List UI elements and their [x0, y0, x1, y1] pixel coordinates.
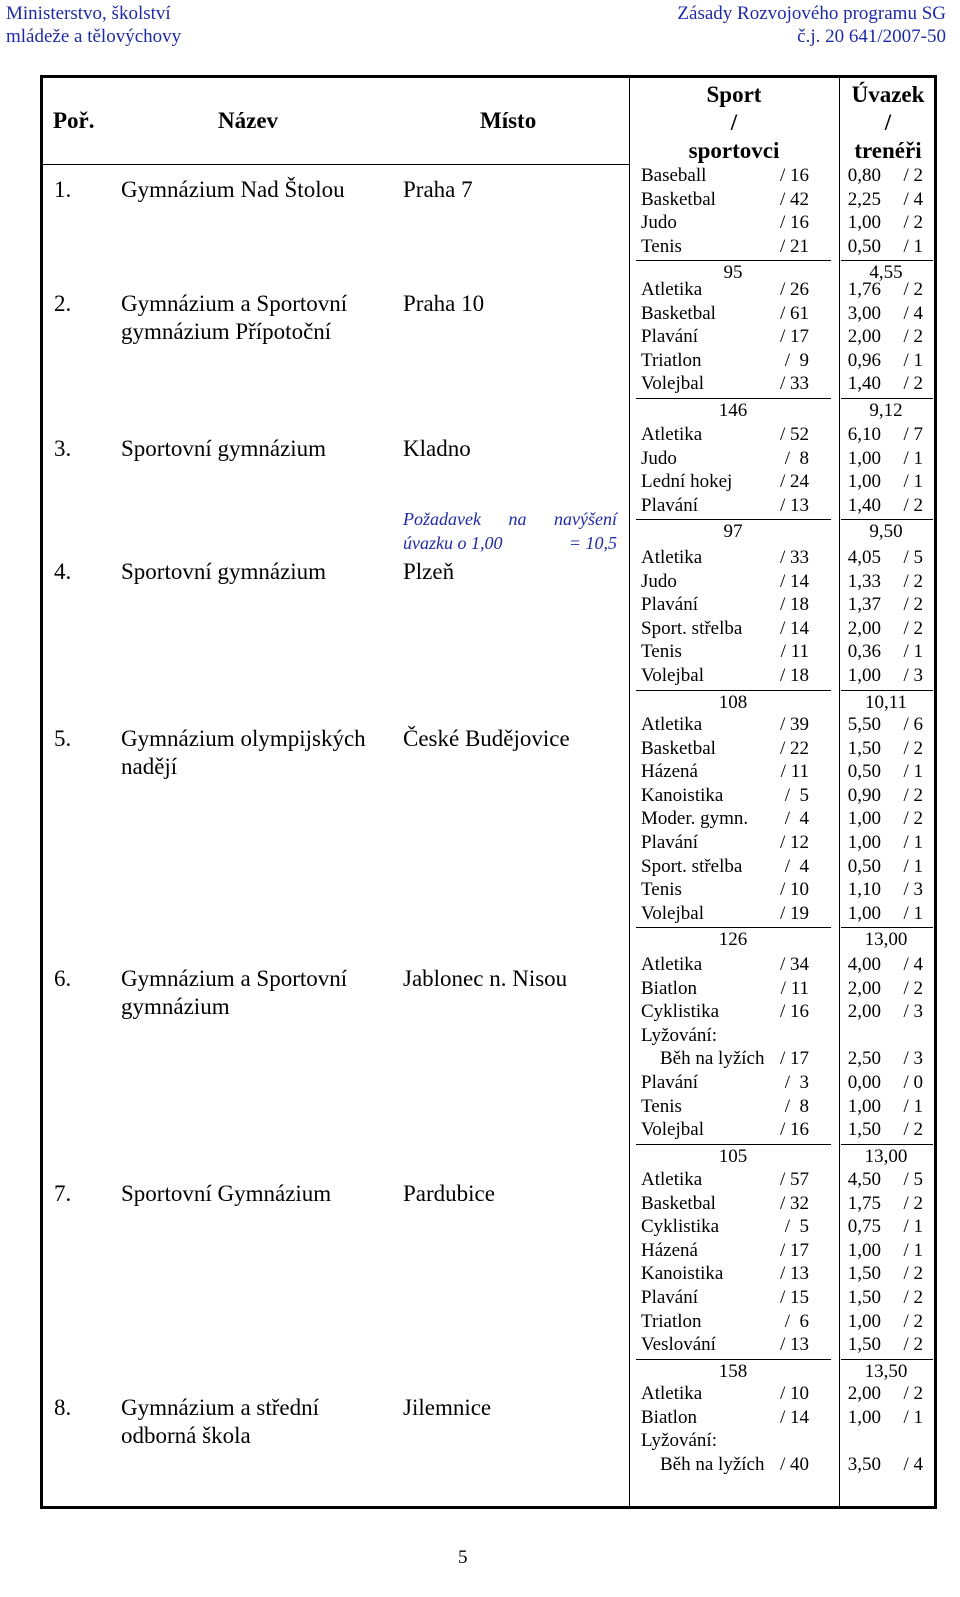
- sport-athletes: / 17: [779, 1048, 809, 1070]
- school-number: 6.: [54, 966, 72, 991]
- sport-name: Atletika: [641, 1383, 703, 1404]
- sport-name: Plavání: [641, 494, 698, 516]
- school-name: Gymnázium a Sportovní gymnázium: [121, 966, 348, 1019]
- sport-athletes: / 16: [779, 212, 809, 234]
- sport-athletes: / 42: [779, 188, 809, 210]
- column-header-num: Poř.: [53, 108, 95, 133]
- coach-count: / 6: [903, 714, 923, 735]
- athletes-total: 95: [723, 262, 743, 284]
- coach-load: 1,00: [847, 1310, 881, 1332]
- coach-count: / 3: [903, 665, 923, 686]
- coach-load-total: 13,00: [864, 929, 908, 951]
- sport-name: Atletika: [641, 1169, 703, 1190]
- coach-count: / 0: [903, 1072, 923, 1093]
- sport-athletes: / 61: [779, 302, 809, 324]
- school-number: 8.: [54, 1395, 72, 1420]
- school-name: Gymnázium a Sportovní gymnázium Přípotoční: [121, 291, 348, 344]
- coach-count: / 3: [903, 1048, 923, 1070]
- school-place: Pardubice: [403, 1181, 495, 1206]
- coach-load: 1,00: [847, 1406, 881, 1428]
- coach-load: 0,50: [847, 855, 881, 877]
- sport-name: Plavání: [641, 1287, 698, 1308]
- sport-athletes: / 11: [780, 977, 809, 999]
- sport-athletes: / 52: [779, 424, 809, 445]
- sport-name: Atletika: [641, 714, 703, 735]
- coach-load: 2,50: [847, 1048, 881, 1070]
- sport-athletes: / 40: [779, 1453, 809, 1475]
- sport-name: Triatlon: [641, 1310, 702, 1332]
- coach-load: 1,76: [847, 279, 881, 300]
- coach-load: 4,00: [847, 954, 881, 975]
- coach-load: 0,50: [847, 761, 881, 783]
- coach-load: 3,00: [847, 302, 881, 324]
- sport-name: Biatlon: [641, 977, 697, 999]
- sport-athletes: / 32: [779, 1192, 809, 1214]
- sport-name: Atletika: [641, 954, 703, 975]
- sport-name: Běh na lyžích: [641, 1048, 765, 1070]
- school-name: Gymnázium Nad Štolou: [121, 177, 345, 202]
- coach-load: 2,25: [847, 188, 881, 210]
- sport-athletes: / 15: [779, 1287, 809, 1308]
- sport-name: Lyžování:: [641, 1430, 717, 1452]
- coach-count: / 5: [903, 547, 923, 568]
- note-increase-request: Požadavek na navýšení úvazku o 1,00 = 10,5: [403, 509, 617, 553]
- column-header-sport: Sport / sportovci: [688, 82, 780, 163]
- coach-load-total: 13,50: [864, 1360, 908, 1382]
- header-divider: [43, 164, 629, 165]
- sport-name: Lyžování:: [641, 1024, 717, 1046]
- coach-load: 2,00: [847, 1383, 881, 1404]
- coach-load: 1,50: [847, 1119, 881, 1141]
- coach-count: / 2: [903, 570, 923, 592]
- coach-count: / 1: [903, 235, 923, 257]
- sport-athletes: / 8: [784, 1095, 809, 1117]
- coach-count: / 3: [903, 1001, 923, 1023]
- header-ministry: Ministerstvo, školství mládeže a tělovýchovy: [6, 3, 182, 47]
- sport-athletes: / 13: [779, 1334, 809, 1356]
- sport-name: Házená: [641, 761, 698, 783]
- sport-name: Plavání: [641, 594, 698, 616]
- sport-name: Basketbal: [641, 302, 716, 324]
- coach-count: / 2: [903, 1119, 923, 1141]
- sport-athletes: / 34: [779, 954, 809, 975]
- coach-load: 1,00: [847, 832, 881, 853]
- sport-athletes: / 13: [779, 1263, 809, 1285]
- coach-count: / 1: [903, 1406, 923, 1428]
- school-name: Sportovní gymnázium: [121, 559, 327, 584]
- coach-count: / 3: [903, 879, 923, 901]
- coach-count: / 1: [903, 1239, 923, 1261]
- coach-count: / 2: [903, 279, 923, 300]
- sport-name: Basketbal: [641, 1192, 716, 1214]
- school-number: 4.: [54, 559, 72, 584]
- sport-athletes: / 9: [784, 349, 809, 371]
- sport-name: Moder. gymn.: [641, 808, 749, 830]
- column-header-place: Místo: [480, 108, 537, 133]
- sport-athletes: / 12: [779, 832, 809, 853]
- coach-count: / 2: [903, 1310, 923, 1332]
- sport-name: Sport. střelba: [641, 617, 743, 639]
- coach-load: 5,50: [847, 714, 881, 735]
- column-header-name: Název: [218, 108, 279, 133]
- sport-name: Plavání: [641, 326, 698, 348]
- coach-count: / 2: [903, 1334, 923, 1356]
- sport-name: Judo: [641, 212, 677, 234]
- school-number: 5.: [54, 726, 72, 751]
- sport-name: Cyklistika: [641, 1001, 720, 1023]
- coach-count: / 2: [903, 165, 923, 186]
- coach-count: / 2: [903, 1192, 923, 1214]
- sport-name: Lední hokej: [641, 471, 733, 493]
- sport-athletes: / 5: [784, 1216, 809, 1238]
- school-number: 3.: [54, 436, 72, 461]
- sport-athletes: / 4: [784, 808, 809, 830]
- sport-name: Basketbal: [641, 188, 716, 210]
- sport-name: Atletika: [641, 547, 703, 568]
- coach-count: / 2: [903, 373, 923, 395]
- coach-count: / 4: [903, 1453, 923, 1475]
- sport-name: Tenis: [641, 641, 682, 663]
- sport-name: Volejbal: [641, 373, 704, 395]
- coach-load: 3,50: [847, 1453, 881, 1475]
- coach-load: 1,00: [847, 808, 881, 830]
- coach-load: 0,90: [847, 784, 881, 806]
- coach-load: 4,05: [847, 547, 881, 568]
- coach-count: / 1: [903, 471, 923, 493]
- sport-athletes: / 18: [779, 665, 809, 686]
- coach-count: / 1: [903, 447, 923, 469]
- school-place: Plzeň: [403, 559, 455, 584]
- school-name: Sportovní Gymnázium: [121, 1181, 332, 1206]
- sport-athletes: / 22: [779, 737, 809, 759]
- coach-load: 0,96: [847, 349, 881, 371]
- school-place: Praha 10: [403, 291, 485, 316]
- sport-name: Kanoistika: [641, 1263, 724, 1285]
- coach-count: / 2: [903, 1383, 923, 1404]
- sport-athletes: / 33: [779, 373, 809, 395]
- sport-athletes: / 14: [779, 570, 809, 592]
- coach-load-total: 9,12: [869, 400, 903, 421]
- coach-count: / 1: [903, 641, 923, 663]
- sport-athletes: / 16: [779, 1119, 809, 1141]
- sport-name: Basketbal: [641, 737, 716, 759]
- school-place: Praha 7: [403, 177, 473, 202]
- schools-table: [40, 75, 937, 1509]
- athletes-total: 126: [718, 929, 748, 951]
- sport-athletes: / 21: [779, 235, 809, 257]
- coach-load: 0,50: [847, 235, 881, 257]
- sport-name: Biatlon: [641, 1406, 697, 1428]
- athletes-total: 146: [718, 400, 748, 421]
- sport-athletes: / 39: [779, 714, 809, 735]
- coach-count: / 2: [903, 784, 923, 806]
- coach-load: 0,75: [847, 1216, 881, 1238]
- coach-load: 2,00: [847, 617, 881, 639]
- coach-load-total: 13,00: [864, 1145, 908, 1167]
- column-header-uvazek: Úvazek / trenéři: [851, 82, 925, 163]
- sport-athletes: / 3: [784, 1072, 809, 1093]
- sport-athletes: / 17: [779, 1239, 809, 1261]
- sport-athletes: / 4: [784, 855, 809, 877]
- sport-name: Judo: [641, 570, 677, 592]
- sport-athletes: / 33: [779, 547, 809, 568]
- coach-count: / 1: [903, 761, 923, 783]
- sport-athletes: / 16: [779, 165, 809, 186]
- school-place: Kladno: [403, 436, 471, 461]
- coach-count: / 2: [903, 1287, 923, 1308]
- coach-count: / 2: [903, 212, 923, 234]
- coach-load: 1,50: [847, 737, 881, 759]
- school-number: 1.: [54, 177, 72, 202]
- coach-load: 0,00: [847, 1072, 881, 1093]
- sport-athletes: / 11: [780, 641, 809, 663]
- sport-name: Veslování: [641, 1334, 716, 1356]
- coach-load: 1,50: [847, 1334, 881, 1356]
- coach-load-total: 9,50: [869, 521, 903, 543]
- coach-count: / 1: [903, 902, 923, 924]
- sport-name: Volejbal: [641, 1119, 704, 1141]
- coach-load: 1,75: [847, 1192, 881, 1214]
- coach-load: 1,37: [847, 594, 881, 616]
- sport-athletes: / 14: [779, 617, 809, 639]
- sport-athletes: / 6: [784, 1310, 809, 1332]
- sport-name: Atletika: [641, 279, 703, 300]
- page-number: 5: [458, 1547, 468, 1568]
- coach-load: 2,00: [847, 326, 881, 348]
- coach-load: 1,40: [847, 494, 881, 516]
- sport-athletes: / 18: [779, 594, 809, 616]
- sport-name: Volejbal: [641, 902, 704, 924]
- sport-name: Volejbal: [641, 665, 704, 686]
- coach-load: 1,10: [847, 879, 881, 901]
- school-name: Sportovní gymnázium: [121, 436, 327, 461]
- sport-athletes: / 14: [779, 1406, 809, 1428]
- athletes-total: 97: [723, 521, 743, 543]
- coach-load-total: 4,55: [869, 262, 903, 284]
- sport-name: Běh na lyžích: [641, 1453, 765, 1475]
- school-number: 2.: [54, 291, 72, 316]
- coach-load: 1,00: [847, 665, 881, 686]
- sport-name: Judo: [641, 447, 677, 469]
- coach-count: / 4: [903, 954, 923, 975]
- sport-athletes: / 5: [784, 784, 809, 806]
- sport-name: Tenis: [641, 1095, 682, 1117]
- coach-count: / 2: [903, 494, 923, 516]
- athletes-total: 105: [718, 1145, 748, 1167]
- sport-athletes: / 26: [779, 279, 809, 300]
- sport-name: Tenis: [641, 879, 682, 901]
- sport-name: Plavání: [641, 1072, 698, 1093]
- sport-name: Sport. střelba: [641, 855, 743, 877]
- coach-count: / 2: [903, 808, 923, 830]
- coach-count: / 7: [903, 424, 923, 445]
- coach-count: / 2: [903, 617, 923, 639]
- coach-load-total: 10,11: [864, 691, 908, 713]
- coach-load: 1,00: [847, 902, 881, 924]
- coach-count: / 4: [903, 302, 923, 324]
- sport-name: Tenis: [641, 235, 682, 257]
- athletes-total: 108: [718, 691, 748, 713]
- sport-name: Kanoistika: [641, 784, 724, 806]
- sport-athletes: / 19: [779, 902, 809, 924]
- coach-load: 0,80: [847, 165, 881, 186]
- sport-athletes: / 10: [779, 879, 809, 901]
- coach-load: 1,00: [847, 447, 881, 469]
- coach-count: / 2: [903, 737, 923, 759]
- sport-name: Baseball: [641, 165, 707, 186]
- sport-athletes: / 13: [779, 494, 809, 516]
- coach-count: / 2: [903, 1263, 923, 1285]
- sport-name: Plavání: [641, 832, 698, 853]
- school-name: Gymnázium olympijských nadějí: [121, 726, 366, 779]
- sport-name: Cyklistika: [641, 1216, 720, 1238]
- athletes-total: 158: [718, 1360, 748, 1382]
- coach-load: 0,36: [847, 641, 881, 663]
- coach-load: 2,00: [847, 1001, 881, 1023]
- sport-name: Atletika: [641, 424, 703, 445]
- coach-load: 4,50: [847, 1169, 881, 1190]
- sport-name: Triatlon: [641, 349, 702, 371]
- sport-athletes: / 57: [779, 1169, 809, 1190]
- school-name: Gymnázium a střední odborná škola: [121, 1395, 320, 1448]
- coach-count: / 1: [903, 1095, 923, 1117]
- school-place: Jilemnice: [403, 1395, 492, 1420]
- coach-count: / 2: [903, 326, 923, 348]
- coach-count: / 1: [903, 832, 923, 853]
- coach-load: 1,50: [847, 1263, 881, 1285]
- coach-count: / 2: [903, 977, 923, 999]
- coach-load: 2,00: [847, 977, 881, 999]
- sport-athletes: / 11: [780, 761, 809, 783]
- coach-count: / 5: [903, 1169, 923, 1190]
- school-place: Jablonec n. Nisou: [403, 966, 568, 991]
- coach-load: 1,50: [847, 1287, 881, 1308]
- sport-athletes: / 17: [779, 326, 809, 348]
- sport-athletes: / 8: [784, 447, 809, 469]
- coach-load: 1,00: [847, 212, 881, 234]
- school-place: České Budějovice: [403, 726, 570, 751]
- sport-athletes: / 24: [779, 471, 809, 493]
- coach-load: 1,40: [847, 373, 881, 395]
- coach-count: / 4: [903, 188, 923, 210]
- header-document-ref: Zásady Rozvojového programu SG č.j. 20 641/2007-50: [677, 3, 946, 47]
- coach-load: 1,00: [847, 1239, 881, 1261]
- coach-load: 1,33: [847, 570, 881, 592]
- sport-athletes: / 10: [779, 1383, 809, 1404]
- sport-name: Házená: [641, 1239, 698, 1261]
- school-number: 7.: [54, 1181, 72, 1206]
- sport-athletes: / 16: [779, 1001, 809, 1023]
- coach-count: / 2: [903, 594, 923, 616]
- coach-load: 6,10: [847, 424, 881, 445]
- coach-load: 1,00: [847, 471, 881, 493]
- coach-count: / 1: [903, 349, 923, 371]
- coach-count: / 1: [903, 855, 923, 877]
- coach-load: 1,00: [847, 1095, 881, 1117]
- coach-count: / 1: [903, 1216, 923, 1238]
